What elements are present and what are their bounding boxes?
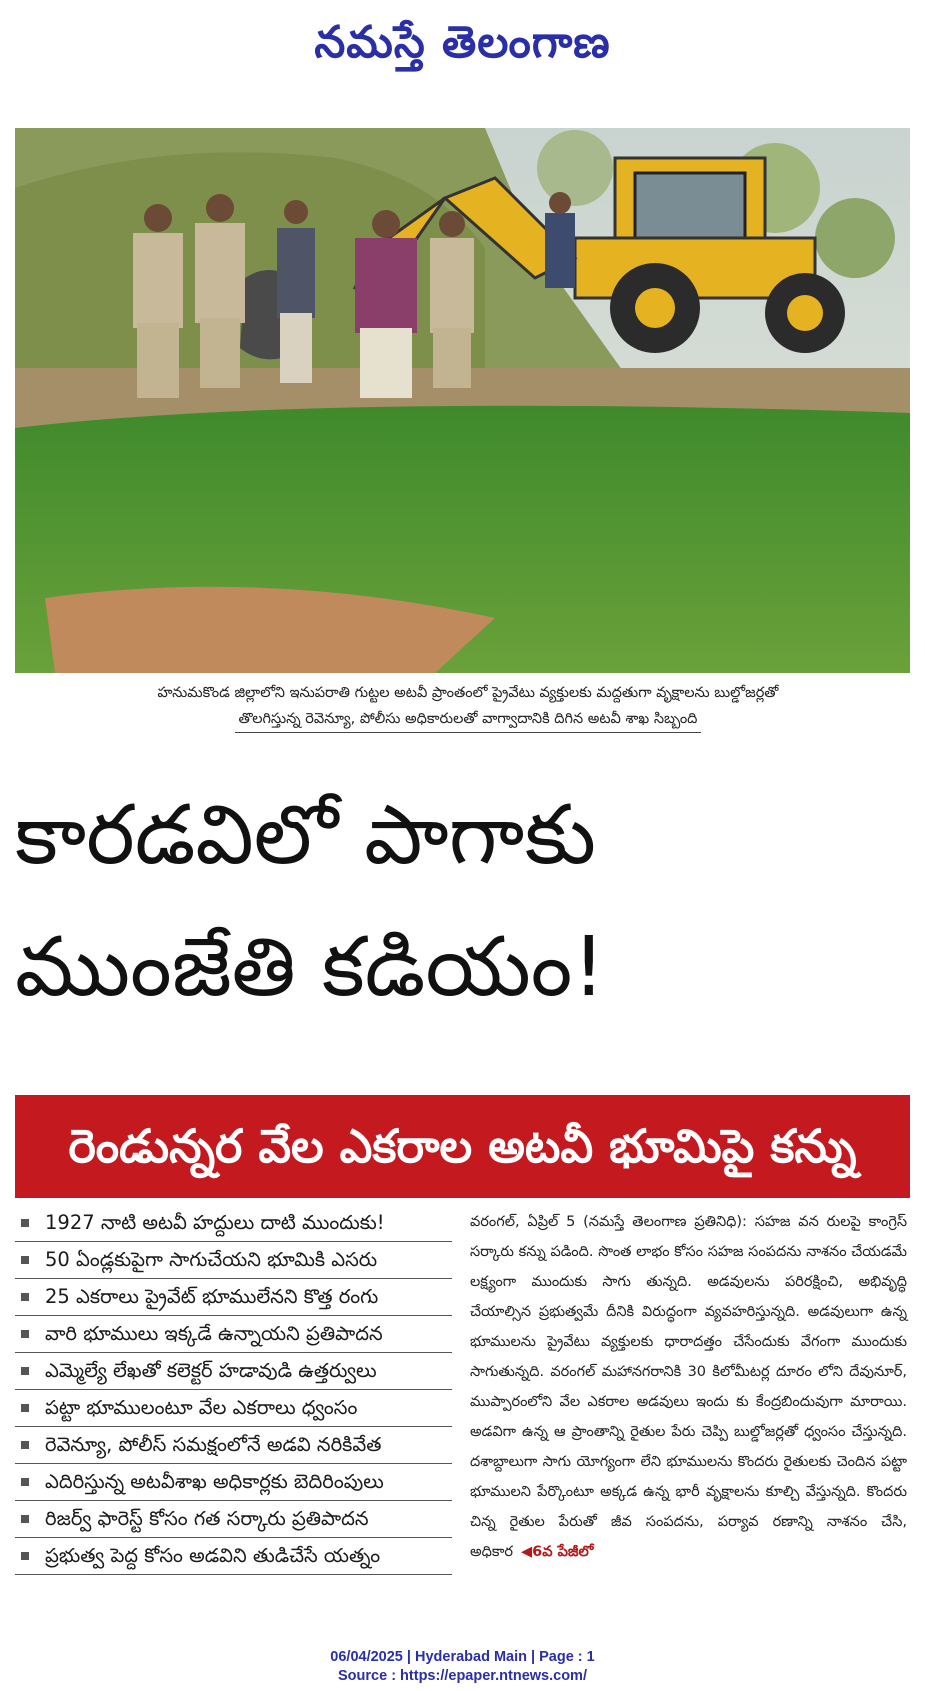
continued-link[interactable]: ◀6వ పేజీలో (521, 1544, 594, 1560)
highlight-item: ఎమ్మెల్యే లేఖతో కలెక్టర్ హడావుడి ఉత్తర్వులు (15, 1353, 452, 1390)
highlights-list (15, 1205, 452, 1575)
highlight-item: 50 ఏండ్లకుపైగా సాగుచేయని భూమికి ఎసరు (15, 1242, 452, 1279)
footer-source[interactable]: Source : https://epaper.ntnews.com/ (338, 1668, 587, 1684)
highlight-item: రిజర్వ్ ఫారెస్ట్ కోసం గత సర్కారు ప్రతిపాదన (15, 1501, 452, 1538)
highlight-item: 25 ఎకరాలు ప్రైవేట్ భూములేనని కొత్త రంగు (15, 1279, 452, 1316)
highlight-item: రెవెన్యూ, పోలీస్ సమక్షంలోనే అడవి నరికివేత (15, 1427, 452, 1464)
headline (15, 770, 910, 1034)
highlight-item: 1927 నాటి అటవీ హద్దులు దాటి ముందుకు! (15, 1205, 452, 1242)
masthead (0, 8, 925, 78)
masthead-title: నమస్తే తెలంగాణ (314, 17, 611, 68)
caption-line-1: హనుమకొండ జిల్లాలోని ఇనుపరాతి గుట్టల అటవీ ప్రాంతంలో ప్రైవేటు వ్యక్తులకు మద్దతుగా వృక్షాలను బుల్డోజర్లతో (157, 685, 779, 701)
headline-line-1: కారడవిలో పాగాకు (15, 788, 596, 883)
caption-line-2: తొలగిస్తున్న రెవెన్యూ, పోలీసు అధికారులతో వాగ్వాదానికి దిగిన అటవీ శాఖ సిబ్బంది (235, 706, 702, 733)
page-footer (0, 1648, 925, 1686)
highlight-item: ఎదిరిస్తున్న అటవీశాఖ అధికార్లకు బెదిరింపులు (15, 1464, 452, 1501)
footer-edition: 06/04/2025 | Hyderabad Main | Page : 1 (330, 1649, 595, 1665)
subheadline-text: రెండున్నర వేల ఎకరాల అటవీ భూమిపై కన్ను (68, 1119, 857, 1173)
headline-line-2: ముంజేతి కడియం! (15, 920, 606, 1015)
subheadline-banner (15, 1095, 910, 1198)
highlight-item: ప్రభుత్వ పెద్ద కోసం అడవిని తుడిచేసే యత్నం (15, 1538, 452, 1575)
article-body (470, 1207, 907, 1567)
highlight-item: పట్టా భూములంటూ వేల ఎకరాలు ధ్వంసం (15, 1390, 452, 1427)
photo-illustration (15, 128, 910, 673)
article-text: వరంగల్, ఏప్రిల్ 5 (నమస్తే తెలంగాణ ప్రతినిధి): సహజ వన రులపై కాంగ్రెస్ సర్కారు కన్ను పడింది. సొంత లాభం కోసం సహజ సంపదను నాశనం చేయడమే లక్ష్యంగా ముందుకు సాగు తున్నది. అడవులను పరిరక్షించి, అభివృద్ధి చేయాల్సిన ప్రభుత్వమే దీనికి విరుద్ధంగా వ్యవహరిస్తున్నది. అడవులుగా ఉన్న భూములను ప్రైవేటు వ్యక్తులకు ధారాదత్తం చేసేందుకు వేగంగా ముందుకు సాగుతున్నది. వరంగల్ మహానగరానికి 30 కిలోమీటర్ల దూరం లోని దేవునూర్, ముప్పారంలోని వేల ఎకరాల అడవులు ఇందు కు కేంద్రబిందువుగా మారాయి. అడవిగా ఉన్న ఆ ప్రాంతాన్ని రైతుల పేరు చెప్పి బుల్డోజర్లతో ధ్వంసం చేస్తున్నది. దశాబ్దాలుగా సాగు యోగ్యంగా లేని భూములను కొందరు రైతులకు చెందిన పట్టా భూములని పేర్కొంటూ అక్కడ ఉన్న భారీ వృక్షాలను కూల్చి వేస్తున్నది. కొందరు చిన్న రైతుల పేరుతో జీవ సంపదను, పర్యావ రణాన్ని నాశనం చేసి, అధికార (470, 1214, 907, 1560)
news-photo (15, 128, 910, 673)
continued-label: 6వ పేజీలో (532, 1544, 594, 1560)
photo-caption (38, 680, 898, 733)
highlight-item: వారి భూములు ఇక్కడే ఉన్నాయని ప్రతిపాదన (15, 1316, 452, 1353)
